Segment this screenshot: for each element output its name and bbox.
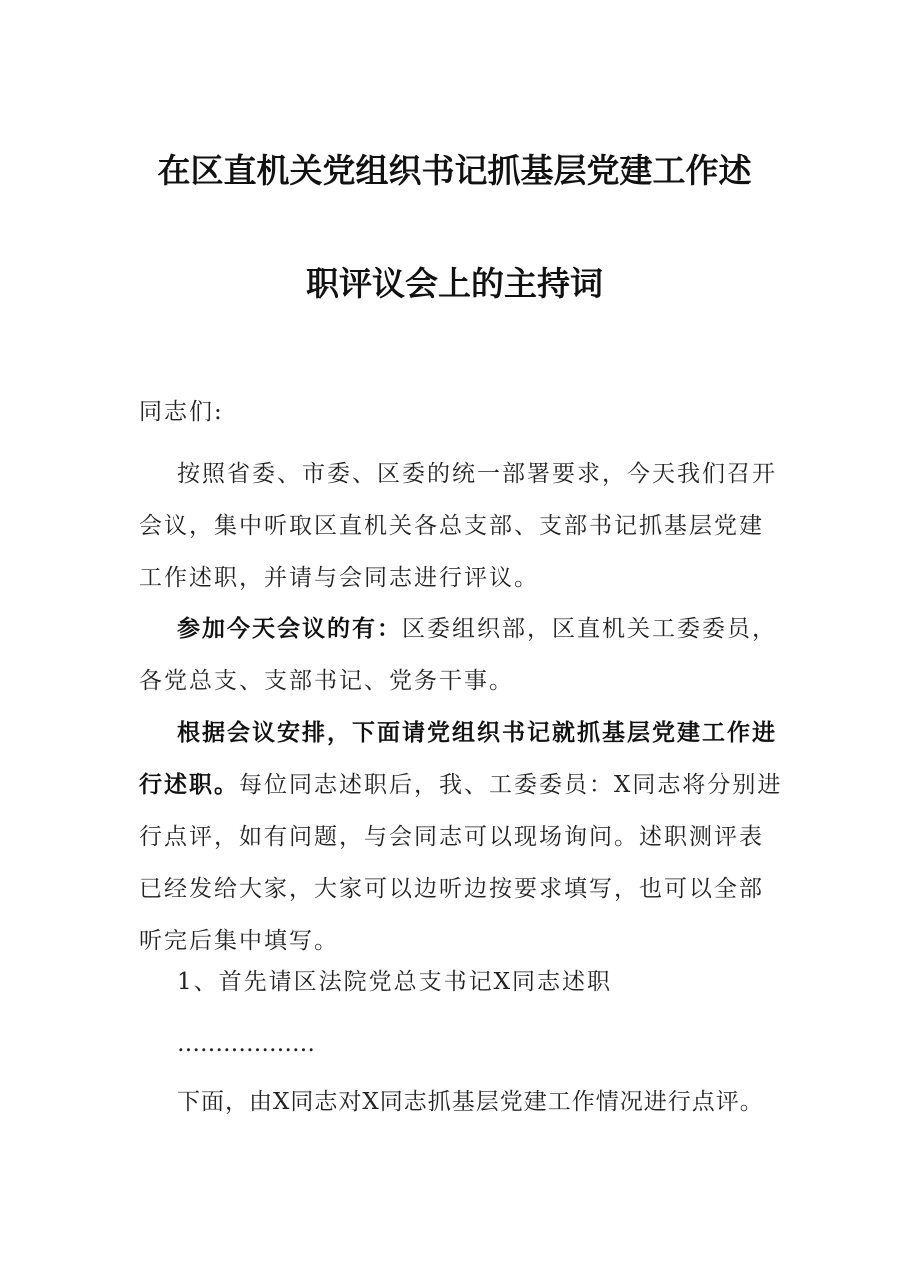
closing-paragraph	[139, 1076, 779, 1128]
paragraph-1-line-1: 按照省委、市委、区委的统一部署要求，今天我们召开	[177, 461, 777, 487]
paragraph-1-line-3: 工作述职，并请与会同志进行评议。	[139, 565, 539, 591]
paragraph-3-bold-lead: 行述职。	[139, 772, 239, 798]
paragraph-2-line-2: 各党总支、支部书记、党务干事。	[139, 668, 514, 694]
paragraph-3-bold-line-1: 根据会议安排，下面请党组织书记就抓基层党建工作进	[177, 720, 777, 746]
paragraph-3-line-2-rest: 每位同志述职后，我、工委委员：X同志将分别进	[239, 772, 783, 798]
ellipsis-text: ………………	[177, 1031, 315, 1057]
paragraph-2	[139, 603, 779, 707]
paragraph-3-line-2	[139, 759, 783, 811]
closing-text: 下面，由X同志对X同志抓基层党建工作情况进行点评。	[177, 1089, 764, 1115]
paragraph-1	[139, 448, 779, 604]
paragraph-3-line-5: 听完后集中填写。	[139, 928, 339, 954]
paragraph-2-line-1-rest: 区委组织部，区直机关工委委员，	[402, 616, 777, 642]
paragraph-3-line-4: 已经发给大家，大家可以边听边按要求填写，也可以全部	[139, 876, 764, 902]
ellipsis	[139, 1018, 779, 1070]
document-title-line-1: 在区直机关党组织书记抓基层党建工作述	[157, 151, 752, 190]
paragraph-3	[139, 707, 783, 967]
salutation-text: 同志们:	[139, 399, 224, 425]
salutation	[139, 386, 779, 438]
paragraph-2-line-1	[139, 603, 779, 655]
document-title-line-2: 职评议会上的主持词	[306, 264, 603, 303]
paragraph-1-line-2: 会议，集中听取区直机关各总支部、支部书记抓基层党建	[139, 513, 764, 539]
paragraph-2-bold-lead: 参加今天会议的有：	[177, 616, 402, 642]
paragraph-3-line-3: 行点评，如有问题，与会同志可以现场询问。述职测评表	[139, 824, 764, 850]
item-1-text: 1、首先请区法院党总支书记X同志述职	[177, 969, 613, 995]
item-1	[139, 956, 779, 1008]
